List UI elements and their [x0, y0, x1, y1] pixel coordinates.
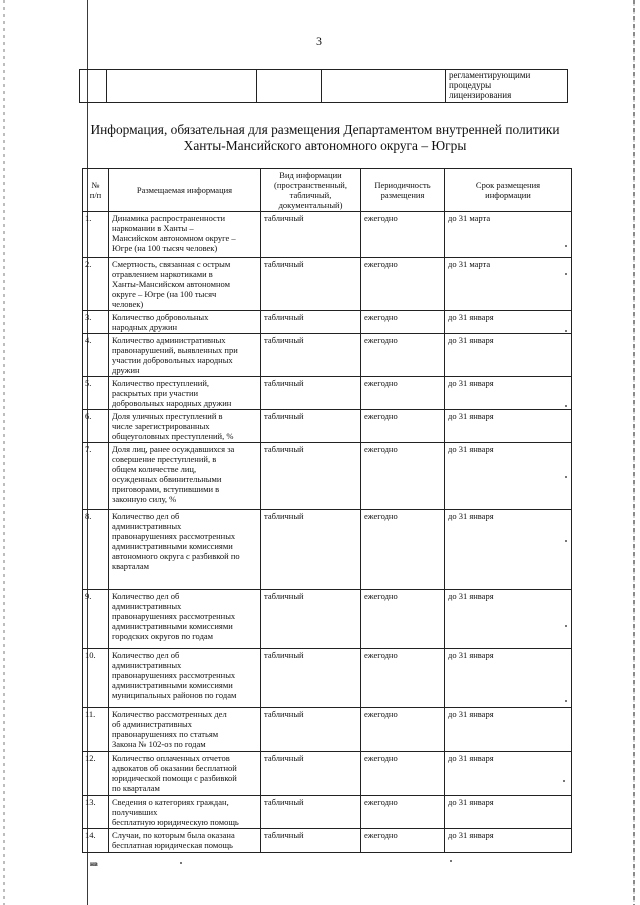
scan-dot: [565, 476, 567, 478]
row-period: ежегодно: [361, 708, 445, 752]
header-line: Размещаемая информация: [136, 185, 233, 195]
row-info-line: получивших: [112, 807, 158, 817]
row-deadline: до 31 января: [445, 649, 572, 708]
row-type: табличный: [261, 410, 361, 443]
continuation-line: лицензирования: [449, 90, 512, 100]
row-info-line: административных: [112, 601, 182, 611]
row-info-line: административными комиссиями: [112, 680, 233, 690]
row-deadline: до 31 января: [445, 796, 572, 829]
table-row: [83, 829, 572, 853]
header-line: (пространственный,: [274, 180, 347, 190]
table-row: [83, 752, 572, 796]
row-info-line: Количество добровольных: [112, 312, 209, 322]
row-type: табличный: [261, 510, 361, 590]
row-period: ежегодно: [361, 649, 445, 708]
row-info-line: Количество дел об: [112, 591, 180, 601]
header-line: информации: [485, 190, 531, 200]
row-info-line: Количество рассмотренных дел: [112, 709, 227, 719]
row-period: ежегодно: [361, 796, 445, 829]
table-row: [83, 212, 572, 258]
row-info-line: округе – Югре (на 100 тысяч: [112, 289, 217, 299]
header-number: [83, 169, 109, 212]
row-period: ежегодно: [361, 752, 445, 796]
row-info: [109, 752, 261, 796]
scan-dot: [450, 860, 452, 862]
row-number: 14.: [83, 829, 109, 853]
table-row: [83, 334, 572, 377]
document-title-line: Ханты-Мансийского автономного округа – Югры: [183, 138, 467, 153]
row-deadline: до 31 марта: [445, 212, 572, 258]
row-info: [109, 334, 261, 377]
row-info-line: Количество дел об: [112, 650, 180, 660]
continuation-cell: [80, 70, 107, 103]
table-row: [83, 311, 572, 334]
row-info-line: об административных: [112, 719, 193, 729]
header-line: Вид информации: [279, 170, 342, 180]
scan-dot: [565, 405, 567, 407]
row-info-line: административных: [112, 660, 182, 670]
header-type: [261, 169, 361, 212]
row-period: ежегодно: [361, 410, 445, 443]
row-period: ежегодно: [361, 510, 445, 590]
row-number: 10.: [83, 649, 109, 708]
continuation-cell: [107, 70, 257, 103]
page-number: 3: [316, 34, 322, 48]
row-info: [109, 796, 261, 829]
row-number: 3.: [83, 311, 109, 334]
continuation-line: регламентирующими: [449, 70, 531, 80]
row-period: ежегодно: [361, 443, 445, 510]
header-deadline: [445, 169, 572, 212]
table-row: [83, 590, 572, 649]
document-title: [80, 122, 570, 154]
scan-dot: [563, 780, 565, 782]
row-info-line: муниципальных районов по годам: [112, 690, 237, 700]
row-info-line: числе зарегистрированных: [112, 421, 210, 431]
information-table: [82, 168, 572, 853]
row-info-line: Мансийском автономном округе –: [112, 233, 236, 243]
row-deadline: до 31 марта: [445, 258, 572, 311]
continuation-line: процедуры: [449, 80, 492, 90]
table-row: [83, 377, 572, 410]
row-type: табличный: [261, 708, 361, 752]
footer-mark: нв: [90, 860, 98, 868]
row-deadline: до 31 января: [445, 334, 572, 377]
row-info-line: дружин: [112, 365, 140, 375]
row-period: ежегодно: [361, 829, 445, 853]
row-type: табличный: [261, 649, 361, 708]
row-info-line: Доля уличных преступлений в: [112, 411, 223, 421]
row-info: [109, 649, 261, 708]
row-info: [109, 212, 261, 258]
scan-edge-right: [633, 0, 635, 905]
row-type: табличный: [261, 212, 361, 258]
row-info: [109, 708, 261, 752]
row-info-line: законную силу, %: [112, 494, 177, 504]
row-info-line: правонарушениях рассмотренных: [112, 670, 236, 680]
row-info: [109, 410, 261, 443]
continuation-cell: [257, 70, 322, 103]
continuation-table: [79, 69, 568, 103]
row-period: ежегодно: [361, 212, 445, 258]
scan-dot: [565, 273, 567, 275]
row-info-line: Количество преступлений,: [112, 378, 209, 388]
table-row: [83, 649, 572, 708]
row-deadline: до 31 января: [445, 708, 572, 752]
row-info-line: Ханты-Мансийском автономном: [112, 279, 230, 289]
row-type: табличный: [261, 590, 361, 649]
table-row: [83, 510, 572, 590]
row-type: табличный: [261, 311, 361, 334]
row-info-line: правонарушениях по статьям: [112, 729, 219, 739]
scan-dot: [565, 540, 567, 542]
row-deadline: до 31 января: [445, 752, 572, 796]
row-number: 8.: [83, 510, 109, 590]
row-info-line: общем количестве лиц,: [112, 464, 197, 474]
row-info-line: Количество административных: [112, 335, 226, 345]
row-number: 2.: [83, 258, 109, 311]
row-info-line: наркомании в Ханты –: [112, 223, 194, 233]
header-line: документальный): [278, 200, 343, 210]
row-info-line: участии добровольных народных: [112, 355, 233, 365]
row-info-line: приговорами, вступившими в: [112, 484, 220, 494]
row-info-line: административными комиссиями: [112, 541, 233, 551]
row-deadline: до 31 января: [445, 443, 572, 510]
row-type: табличный: [261, 443, 361, 510]
document-title-line: Информация, обязательная для размещения Департаментом внутренней политики: [90, 122, 560, 137]
row-period: ежегодно: [361, 590, 445, 649]
row-info-line: Сведения о категориях граждан,: [112, 797, 229, 807]
row-info-line: Закона № 102-оз по годам: [112, 739, 206, 749]
row-deadline: до 31 января: [445, 829, 572, 853]
row-period: ежегодно: [361, 258, 445, 311]
table-row: [83, 796, 572, 829]
row-info-line: правонарушений, выявленных при: [112, 345, 238, 355]
scan-dot: [565, 700, 567, 702]
row-info-line: Количество оплаченных отчетов: [112, 753, 230, 763]
row-type: табличный: [261, 258, 361, 311]
scan-dot: [180, 862, 182, 864]
row-info: [109, 311, 261, 334]
row-info-line: кварталам: [112, 561, 150, 571]
table-header-row: [83, 169, 572, 212]
row-number: 6.: [83, 410, 109, 443]
row-info-line: административными комиссиями: [112, 621, 233, 631]
row-info-line: народных дружин: [112, 322, 178, 332]
row-info-line: автономного округа с разбивкой по: [112, 551, 240, 561]
row-info-line: Доля лиц, ранее осуждавшихся за: [112, 444, 235, 454]
row-number: 7.: [83, 443, 109, 510]
row-info-line: Количество дел об: [112, 511, 180, 521]
row-number: 11.: [83, 708, 109, 752]
row-info-line: человек): [112, 299, 144, 309]
header-line: п/п: [89, 190, 102, 200]
row-info-line: Смертность, связанная с острым: [112, 259, 231, 269]
row-info-line: городских округов по годам: [112, 631, 214, 641]
row-deadline: до 31 января: [445, 510, 572, 590]
header-line: размещения: [380, 190, 425, 200]
row-info-line: отравлением наркотиками в: [112, 269, 213, 279]
row-info-line: бесплатная юридическая помощь: [112, 840, 233, 850]
row-info-line: Югре (на 100 тысяч человек): [112, 243, 218, 253]
row-info-line: добровольных народных дружин: [112, 398, 232, 408]
row-info: [109, 258, 261, 311]
row-number: 4.: [83, 334, 109, 377]
header-line: Периодичность: [374, 180, 431, 190]
row-info: [109, 590, 261, 649]
continuation-cell-text: [446, 70, 568, 103]
row-number: 1.: [83, 212, 109, 258]
row-number: 13.: [83, 796, 109, 829]
row-info-line: правонарушениях рассмотренных: [112, 531, 236, 541]
row-info-line: юридической помощи с разбивкой: [112, 773, 237, 783]
scan-dot: [565, 330, 567, 332]
row-info: [109, 829, 261, 853]
row-type: табличный: [261, 796, 361, 829]
row-info-line: бесплатную юридическую помощь: [112, 817, 239, 827]
row-deadline: до 31 января: [445, 590, 572, 649]
table-row: [83, 708, 572, 752]
row-info: [109, 443, 261, 510]
row-info-line: раскрытых при участии: [112, 388, 199, 398]
row-info: [109, 510, 261, 590]
row-period: ежегодно: [361, 377, 445, 410]
row-period: ежегодно: [361, 311, 445, 334]
row-number: 9.: [83, 590, 109, 649]
row-info-line: административных: [112, 521, 182, 531]
header-line: табличный,: [289, 190, 332, 200]
row-info-line: адвокатов об оказании бесплатной: [112, 763, 237, 773]
row-info: [109, 377, 261, 410]
header-line: Срок размещения: [475, 180, 541, 190]
header-period: [361, 169, 445, 212]
row-number: 12.: [83, 752, 109, 796]
scan-edge-left: [3, 0, 5, 905]
row-info-line: осужденных обвинительными: [112, 474, 222, 484]
row-deadline: до 31 января: [445, 311, 572, 334]
row-type: табличный: [261, 829, 361, 853]
row-type: табличный: [261, 752, 361, 796]
row-info-line: Случаи, по которым была оказана: [112, 830, 235, 840]
table-row: [83, 258, 572, 311]
scan-dot: [565, 625, 567, 627]
scan-dot: [565, 245, 567, 247]
row-info-line: общеуголовных преступлений, %: [112, 431, 234, 441]
row-type: табличный: [261, 334, 361, 377]
row-number: 5.: [83, 377, 109, 410]
header-line: №: [91, 180, 100, 190]
continuation-cell: [322, 70, 446, 103]
row-info-line: по кварталам: [112, 783, 160, 793]
table-row: [83, 443, 572, 510]
table-row: [83, 410, 572, 443]
row-deadline: до 31 января: [445, 410, 572, 443]
row-info-line: совершение преступлений, в: [112, 454, 217, 464]
header-info: [109, 169, 261, 212]
row-type: табличный: [261, 377, 361, 410]
row-period: ежегодно: [361, 334, 445, 377]
row-info-line: правонарушениях рассмотренных: [112, 611, 236, 621]
row-deadline: до 31 января: [445, 377, 572, 410]
row-info-line: Динамика распространенности: [112, 213, 226, 223]
